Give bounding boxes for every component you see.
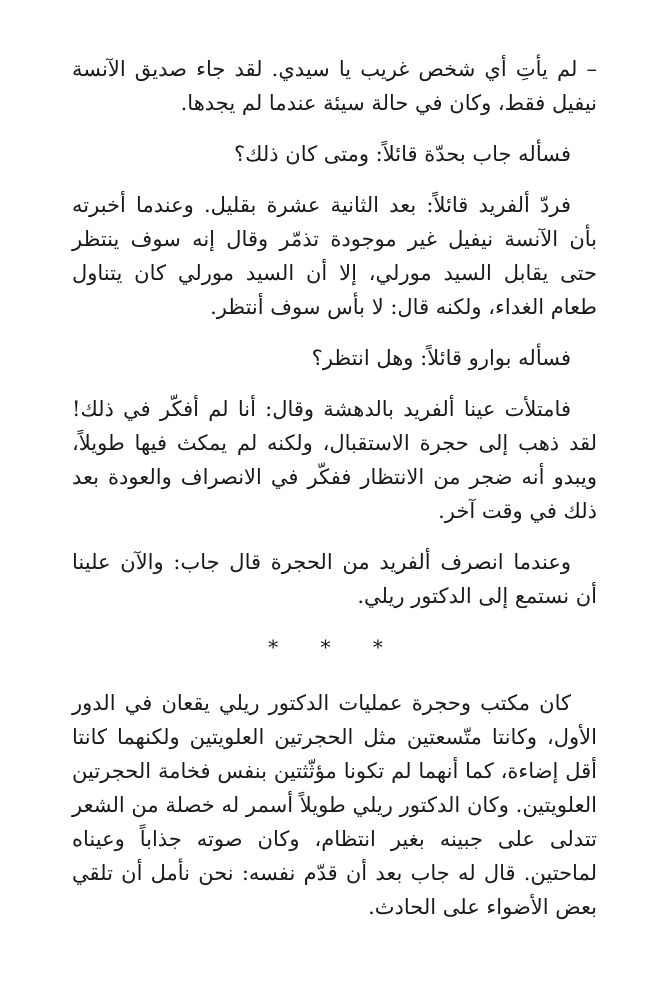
section-separator: * * * — [268, 635, 401, 659]
paragraph-alfred-surprise: فامتلأت عينا ألفريد بالدهشة وقال: أنا لم أفكّر في ذلك! لقد ذهب إلى حجرة الاستقبال، ولكنه لم يمكث فيها طويلاً، ويبدو أنه ضجر من الانتظار ففكّر في الانصراف والعودة بعد ذلك في وقت آخر. — [72, 397, 597, 523]
paragraph-dialogue-butler: – لم يأتِ أي شخص غريب يا سيدي. لقد جاء صديق الآنسة نيفيل فقط، وكان في حالة سيئة عندما لم يجدها. — [72, 57, 597, 115]
paragraph-japp-question: فسأله جاب بحدّة قائلاً: ومتى كان ذلك؟ — [234, 142, 571, 166]
paragraph-alfred-reply: فردّ ألفريد قائلاً: بعد الثانية عشرة بقليل. وعندما أخبرته بأن الآنسة نيفيل غير موجودة تذمّر وقال إنه سوف ينتظر حتى يقابل السيد مورلي، إلا أن السيد مورلي كان يتناول طعام الغداء، ولكنه قال: لا بأس سوف أنتظر. — [72, 193, 597, 319]
paragraph-poirot-question: فسأله بوارو قائلاً: وهل انتظر؟ — [311, 346, 571, 370]
paragraph-japp-doctor: وعندما انصرف ألفريد من الحجرة قال جاب: والآن علينا أن نستمع إلى الدكتور ريلي. — [72, 550, 597, 608]
book-page — [72, 52, 597, 941]
paragraph-doctor-office: كان مكتب وحجرة عمليات الدكتور ريلي يقعان في الدور الأول، وكانتا متّسعتين مثل الحجرتين العلويتين ولكنهما كانتا أقل إضاءة، كما أنهما لم تكونا مؤثّثتين بنفس فخامة الحجرتين العلويتين. وكان الدكتور ريلي طويلاً أسمر له خصلة من الشعر تتدلى على جبينه بغير انتظام، وكان صوته جذاباً وعيناه لماحتين. قال له جاب بعد أن قدّم نفسه: نحن نأمل أن تلقي بعض الأضواء على الحادث. — [72, 691, 597, 919]
